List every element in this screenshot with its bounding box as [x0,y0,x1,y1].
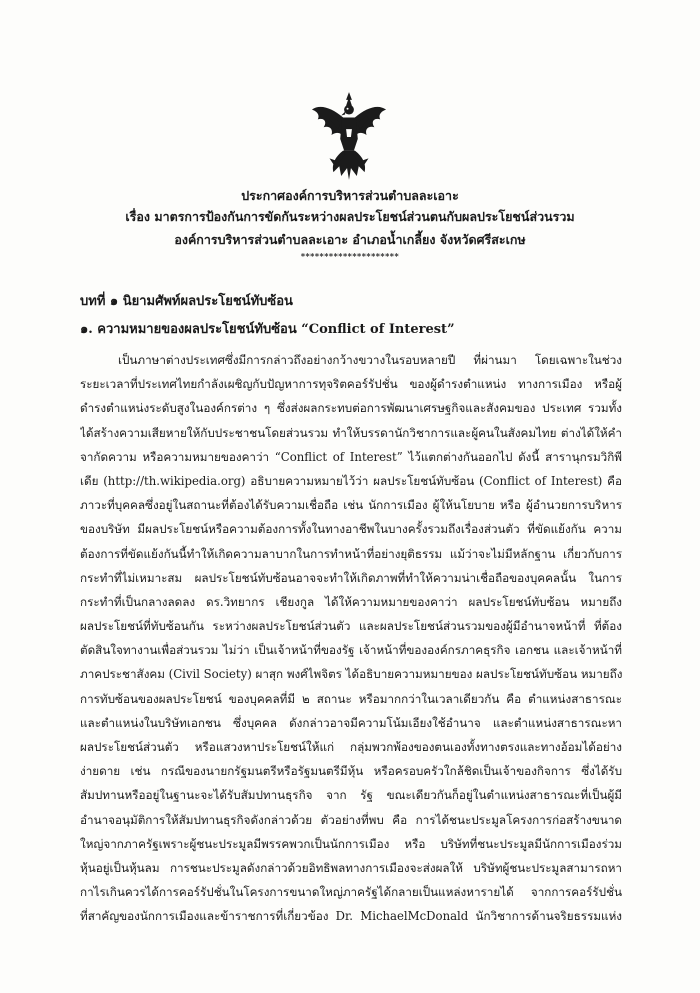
paragraph-line: อำนาจอนุมัติการให้สัมปทานธุรกิจดังกล่าวด้วย ตัวอย่างที่พบ คือ การได้ชนะประมูลโครงการก่อสร้างขนาด [80,812,622,827]
paragraph-line: ผลประโยชน์ที่ทับซ้อนกัน ระหว่างผลประโยชน์ส่วนตัว และผลประโยชน์ส่วนรวมของผู้มีอำนาจหน้าที่ ที่ต้อง [80,619,622,634]
paragraph-line: ภาคประชาสังคม (Civil Society) ผาสุก พงศ์ไพจิตร ได้อธิบายความหมายของ ผลประโยชน์ทับซ้อน หมายถึง [80,667,622,682]
announcement-header-line-1: ประกาศองค์การบริหารส่วนตำบลละเอาะ [241,188,459,203]
paragraph-line: ภาวะที่บุคคลซึ่งอยู่ในสถานะที่ต้องได้รับความเชื่อถือ เช่น นักการเมือง ผู้ให้นโยบาย หรือ ผู้อำนวยการบริหาร [80,498,622,513]
section-title: ๑. ความหมายของผลประโยชน์ทับซ้อน “Conflict of Interest” [80,322,455,337]
paragraph-line: เดีย (http://th.wikipedia.org) อธิบายความหมายไว้ว่า ผลประโยชน์ทับซ้อน (Conflict of Interest) คือ [80,473,622,488]
paragraph-line: ง่ายดาย เช่น กรณีของนายกรัฐมนตรีหรือรัฐมนตรีมีหุ้น หรือครอบครัวใกล้ชิดเป็นเจ้าของกิจการ ซึ่งได้รับ [80,764,622,779]
paragraph-line: ดำรงตำแหน่งระดับสูงในองค์กรต่าง ๆ ซึ่งส่งผลกระทบต่อการพัฒนาเศรษฐกิจและสังคมของ ประเทศ รวมทั้ง [80,401,622,416]
paragraph-line: หุ้นอยู่เป็นหุ้นลม การชนะประมูลดังกล่าวด้วยอิทธิพลทางการเมืองจะส่งผลให้ บริษัทผู้ชนะประมูลสามารถหา [80,860,622,875]
paragraph-line: กระทำที่เป็นกลางลดลง ดร.วิทยากร เชียงกูล ได้ให้ความหมายของคาว่า ผลประโยชน์ทับซ้อน หมายถึง [80,594,622,609]
paragraph-line: ระยะเวลาที่ประเทศไทยกำลังเผชิญกับปัญหาการทุจริตคอร์รัปชั่น ของผู้ดำรงตำแหน่ง ทางการเมือง หรือผู้ [80,377,622,392]
paragraph-line: ที่สาคัญของนักการเมืองและข้าราชการที่เกี่ยวข้อง Dr. MichaelMcDonald นักวิชาการด้านจริยธรรมแห่ง [80,909,622,924]
paragraph-line: เป็นภาษาต่างประเทศซึ่งมีการกล่าวถึงอย่างกว้างขวางในรอบหลายปี ที่ผ่านมา โดยเฉพาะในช่วง [118,353,622,367]
chapter-title: บทที่ ๑ นิยามศัพท์ผลประโยชน์ทับซ้อน [80,294,293,309]
paragraph-line: ใหญ่จากภาครัฐเพราะผู้ชนะประมูลมีพรรคพวกเป็นนักการเมือง หรือ บริษัทที่ชนะประมูลมีนักการเมืองร่วม [80,836,622,851]
paragraph-line: สัมปทานหรืออยู่ในฐานะจะได้รับสัมปทานธุรกิจ จาก รัฐ ขณะเดียวกันก็อยู่ในตำแหน่งสาธารณะที่เป็นผู้มี [80,788,622,803]
paragraph-line: กาไรเกินควรได้การคอร์รัปชั่นในโครงการขนาดใหญ่ภาครัฐได้กลายเป็นแหล่งหารายได้ จากการคอร์รัปชั่น [80,885,622,900]
paragraph-line: จากัดความ หรือความหมายของคาว่า “Conflict of Interest” ไว้แตกต่างกันออกไป ดังนี้ สารานุกรมวิกิพี [80,449,622,464]
body-paragraph [80,348,622,929]
paragraph-line: ได้สร้างความเสียหายให้กับประชาชนโดยส่วนรวม ทำให้บรรดานักวิชาการและผู้คนในสังคมไทย ต่างได้ให้คำ [80,425,622,440]
paragraph-line: และตำแหน่งในบริษัทเอกชน ซึ่งบุคคล ดังกล่าวอาจมีความโน้มเอียงใช้อำนาจ และตำแหน่งสาธารณะหา [80,715,622,730]
announcement-subject: เรื่อง มาตรการป้องกันการขัดกันระหว่างผลประโยชน์ส่วนตนกับผลประโยชน์ส่วนรวม [125,209,575,224]
paragraph-line: ของบริษัท มีผลประโยชน์หรือความต้องการทั้งในทางอาชีพในบางครั้งรวมถึงเรื่องส่วนตัว ที่ขัดแย้งกัน ความ [80,522,622,537]
paragraph-line: ผลประโยชน์ส่วนตัว หรือแสวงหาประโยชน์ให้แก่ กลุ่มพวกพ้องของตนเองทั้งทางตรงและทางอ้อมได้อย่าง [80,740,622,754]
paragraph-line: ตัดสินใจทางานเพื่อส่วนรวม ไม่ว่า เป็นเจ้าหน้าที่ของรัฐ เจ้าหน้าที่ขององค์กรภาคธุรกิจ เอกชน และเจ้าหน้าที่ [80,643,622,658]
paragraph-line: การทับซ้อนของผลประโยชน์ ของบุคคลที่มี ๒ สถานะ หรือมากกว่าในเวลาเดียวกัน คือ ตำแหน่งสาธารณะ [80,691,622,706]
garuda-emblem-icon [310,90,388,182]
header-divider-stars: ********************* [300,251,400,261]
announcement-organization: องค์การบริหารส่วนตำบลละเอาะ อำเภอน้ำเกลี้ยง จังหวัดศรีสะเกษ [174,232,526,247]
paragraph-line: ต้องการที่ขัดแย้งกันนี้ทำให้เกิดความลาบากในการทำหน้าที่อย่างยุติธรรม แม้ว่าจะไม่มีหลักฐาน เกี่ยวกับการ [80,546,622,561]
paragraph-line: กระทำที่ไม่เหมาะสม ผลประโยชน์ทับซ้อนอาจจะทำให้เกิดภาพที่ทำให้ความน่าเชื่อถือของบุคคลนั้น ในการ [80,570,622,585]
